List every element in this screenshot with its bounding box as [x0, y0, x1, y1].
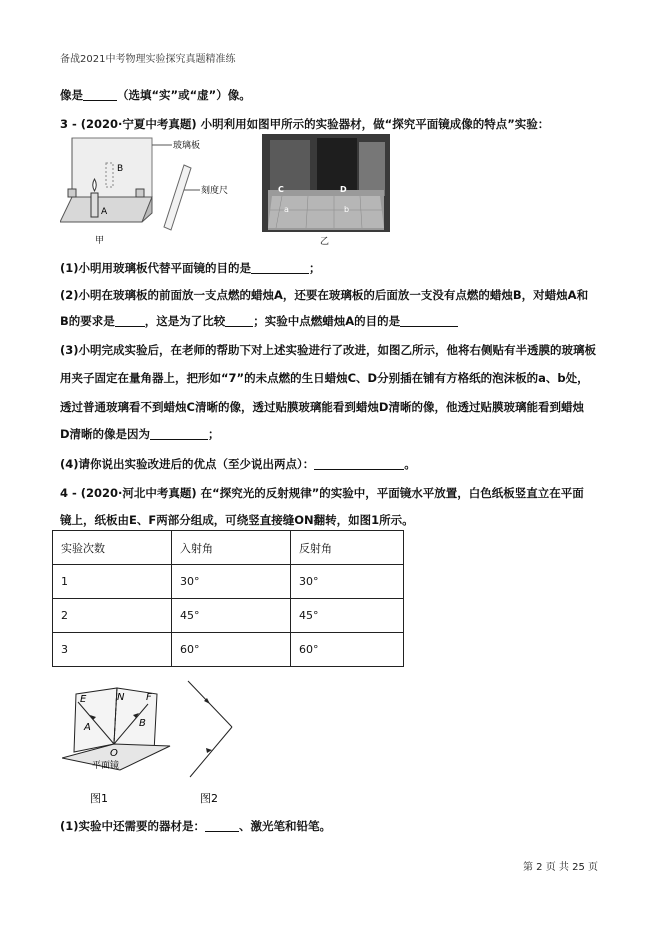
ruler — [164, 165, 191, 230]
photo-label-a: a — [284, 205, 289, 214]
fig4-label-b: B — [139, 718, 146, 729]
fig4-label-n: N — [117, 692, 125, 703]
photo-label-d: D — [340, 185, 347, 194]
table-cell: 30° — [172, 565, 291, 599]
q4-stem-line2: 镜上，纸板由E、F两部分组成，可绕竖直接缝ON翻转，如图1所示。 — [60, 513, 414, 527]
fig4-label-f: F — [146, 692, 152, 703]
q3-part3-line2: 用夹子固定在量角器上，把形如“7”的未点燃的生日蜡烛C、D分别插在铺有方格纸的泡沫板的a、b处， — [60, 371, 589, 385]
q3-part2-line2: B的要求是 ，这是为了比较 ；实验中点燃蜡烛A的目的是 — [60, 313, 458, 329]
table-row — [53, 565, 404, 599]
table-cell: 30° — [291, 565, 404, 599]
table-cell: 1 — [53, 565, 172, 599]
q3-part3-line4: D清晰的像是因为 ； — [60, 427, 220, 441]
table-cell: 2 — [53, 599, 172, 633]
table-header-cell: 实验次数 — [53, 531, 172, 565]
table-cell: 60° — [172, 633, 291, 667]
fig3-caption-yi: 乙 — [320, 237, 330, 246]
figure-yi-photo — [262, 134, 390, 246]
table-header-cell: 入射角 — [172, 531, 291, 565]
caption-fig1: 图1 — [90, 792, 108, 805]
table-row — [53, 633, 404, 667]
mirror-label: 平面镜 — [92, 761, 120, 771]
table-header-row — [53, 531, 404, 565]
fig4-label-o: O — [110, 748, 118, 759]
glass-label: 玻璃板 — [173, 141, 201, 151]
page-header: 备战2021中考物理实验探究真题精准练 — [60, 54, 236, 65]
fig3-caption-jia: 甲 — [95, 236, 105, 245]
table-cell: 45° — [172, 599, 291, 633]
table-cell: 3 — [53, 633, 172, 667]
caption-fig2: 图2 — [200, 792, 218, 805]
fig4-label-a: A — [84, 722, 91, 733]
candle-a — [91, 193, 98, 217]
fig3-label-b: B — [117, 164, 124, 174]
table-cell: 45° — [291, 599, 404, 633]
q3-part1: (1)小明用玻璃板代替平面镜的目的是 ； — [60, 261, 321, 275]
q3-part3-line1: (3)小明完成实验后，在老师的帮助下对上述实验进行了改进，如图乙所示，他将右侧贴有半透膜的玻璃板 — [60, 343, 597, 357]
q3-stem: 3 - (2020·宁夏中考真题) 小明利用如图甲所示的实验器材，做“探究平面镜成像的特点”实验： — [60, 117, 550, 131]
fig3-label-a: A — [101, 207, 108, 217]
figure-jia — [60, 135, 230, 245]
table-row — [53, 599, 404, 633]
q3-part3-line3: 透过普通玻璃看不到蜡烛C清晰的像，透过贴膜玻璃能看到蜡烛D清晰的像，他透过贴膜玻璃能看到蜡烛 — [60, 400, 584, 414]
flame-icon — [93, 179, 97, 191]
q4-stem-line1: 4 - (2020·河北中考真题) 在“探究光的反射规律”的实验中，平面镜水平放置，白色纸板竖直立在平面 — [60, 486, 584, 500]
photo-label-c: C — [278, 185, 284, 194]
q3-part2-line1: (2)小明在玻璃板的前面放一支点燃的蜡烛A，还要在玻璃板的后面放一支没有点燃的蜡烛B，对蜡烛A和 — [60, 288, 589, 302]
figure-1-reflection — [62, 682, 172, 807]
table-cell: 60° — [291, 633, 404, 667]
q2-tail: 像是 （选填“实”或“虚”）像。 — [60, 88, 251, 102]
photo-label-b: b — [344, 205, 350, 214]
page-footer: 第 2 页 共 25 页 — [523, 862, 598, 873]
table-header-cell: 反射角 — [291, 531, 404, 565]
fig4-label-e: E — [80, 694, 87, 705]
figure-2-ray — [180, 675, 250, 807]
ruler-label: 刻度尺 — [201, 186, 229, 196]
data-table — [52, 530, 404, 667]
q4-part1: (1)实验中还需要的器材是： 、激光笔和铅笔。 — [60, 819, 332, 833]
q3-part4: (4)请你说出实验改进后的优点（至少说出两点）： 。 — [60, 457, 416, 471]
